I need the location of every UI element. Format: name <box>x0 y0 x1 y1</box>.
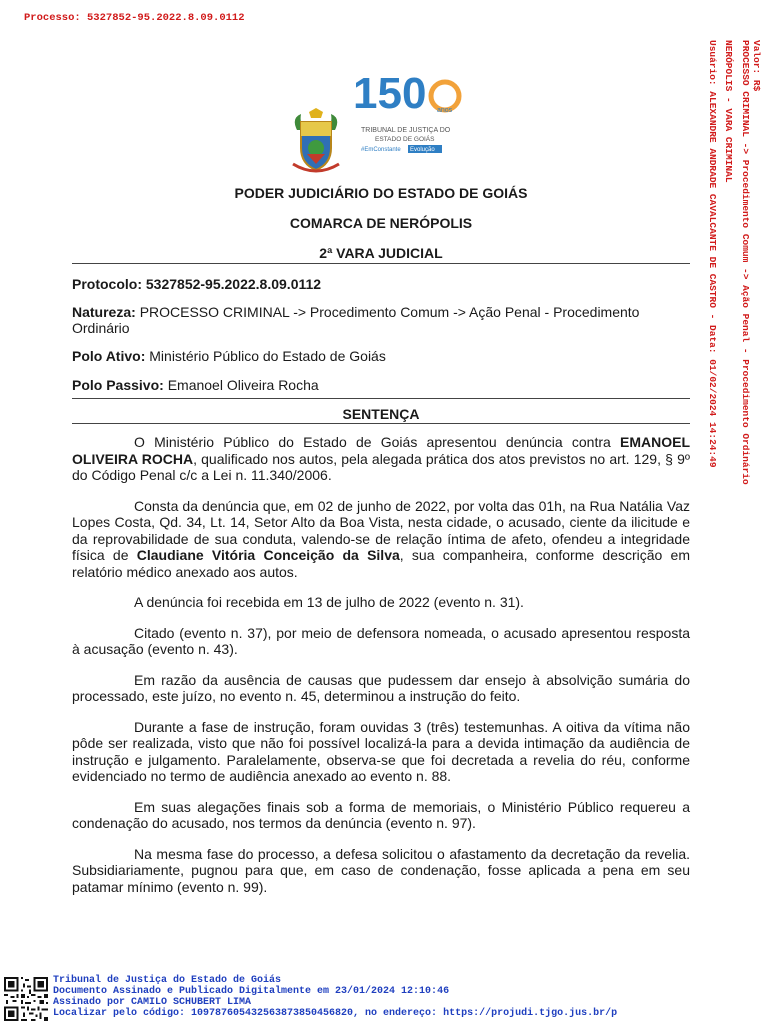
defendant-name: EMANOEL OLIVEIRA ROCHA <box>72 434 690 467</box>
logo-line2: ESTADO DE GOIÁS <box>375 136 435 143</box>
signature-footer <box>4 975 764 1021</box>
tjgo-150-logo <box>353 70 473 160</box>
polo-passivo-label: Polo Passivo: <box>72 377 164 393</box>
natureza-field <box>72 304 690 336</box>
side-stamp-user: Usuário: ALEXANDRE ANDRADE CAVALCANTE DE CASTRO - Data: 01/02/2024 14:24:49 <box>707 40 718 468</box>
side-stamp-value: Valor: R$ PROCESSO CRIMINAL -> Procedimento Comum -> Ação Penal - Procedimento Ordinário <box>740 40 762 485</box>
paragraph-7: Em suas alegações finais sob a forma de memoriais, o Ministério Público requereu a condenação do acusado, nos termos da denúncia (evento n. 97). <box>72 798 690 831</box>
natureza-label: Natureza: <box>72 304 136 320</box>
court-division-title: 2ª VARA JUDICIAL <box>319 245 443 261</box>
paragraph-6: Durante a fase de instrução, foram ouvidas 3 (três) testemunhas. A oitiva da vítima não pôde ser realizada, visto que não foi possível localizá-la para a devida intimação da audiência de instrução e julgamento. Paralelamente, observa-se que foi decretada a revelia do réu, conforme evidenciado no termo de audiência anexado ao evento n. 88. <box>72 718 690 784</box>
paragraph-5: Em razão da ausência de causas que pudessem dar ensejo à absolvição sumária do processado, este juízo, no evento n. 45, determinou a instrução do feito. <box>72 671 690 704</box>
logo-150-text: 150 <box>353 70 427 118</box>
district-title: COMARCA DE NERÓPOLIS <box>289 215 473 231</box>
footer-signer: Assinado por CAMILO SCHUBERT LIMA <box>53 997 252 1008</box>
victim-name: Claudiane Vitória Conceição da Silva <box>136 547 400 563</box>
footer-text <box>53 975 617 1019</box>
footer-signed-date: Documento Assinado e Publicado Digitalmente em 23/01/2024 12:10:46 <box>53 986 450 997</box>
protocolo-label: Protocolo: <box>72 276 142 292</box>
sentence-title: SENTENÇA <box>342 406 420 422</box>
side-stamp <box>706 40 766 520</box>
paragraph-4: Citado (evento n. 37), por meio de defensora nomeada, o acusado apresentou resposta à acusação (evento n. 43). <box>72 624 690 657</box>
polo-ativo-value: Ministério Público do Estado de Goiás <box>149 348 386 364</box>
fields-divider <box>72 398 690 399</box>
polo-ativo-field <box>72 348 690 364</box>
court-title: PODER JUDICIÁRIO DO ESTADO DE GOIÁS <box>234 185 528 201</box>
protocolo-value: 5327852-95.2022.8.09.0112 <box>145 276 322 292</box>
sentence-divider <box>72 423 690 424</box>
footer-court-name: Tribunal de Justiça do Estado de Goiás <box>53 975 282 986</box>
natureza-value: PROCESSO CRIMINAL -> Procedimento Comum -> Ação Penal - Procedimento Ordinário <box>72 304 640 336</box>
paragraph-2: Consta da denúncia que, em 02 de junho de 2022, por volta das 01h, na Rua Natália Vaz Lopes Costa, Qd. 34, Lt. 14, Setor Alto da Boa Vista, nesta cidade, o acusado, ciente da ilicitude e da reprovabilidade de sua conduta, valendo-se de relação íntima de afeto, ofendeu a integridade física de Claudiane Vitória Conceição da Silva, sua companheira, conforme descrição em relatório médico anexado aos autos. <box>72 497 691 580</box>
goias-coat-of-arms-icon <box>287 108 345 174</box>
footer-verification-code[interactable]: Localizar pelo código: 109787605432563873850456820, no endereço: https://projudi.tjgo.jus.br/p <box>53 1008 618 1019</box>
header-logos <box>285 70 475 180</box>
paragraph-1: O Ministério Público do Estado de Goiás apresentou denúncia contra EMANOEL OLIVEIRA ROCHA, qualificado nos autos, pela alegada prática dos atos previstos no art. 129, § 9º do Código Penal c/c a Lei n. 11.340/2006. <box>72 434 690 483</box>
polo-passivo-field <box>72 377 690 393</box>
sentence-body <box>72 434 690 909</box>
logo-anos-text: anos <box>437 107 453 114</box>
logo-tagline-b: Evolução <box>410 147 435 153</box>
logo-line1: TRIBUNAL DE JUSTIÇA DO <box>361 127 451 134</box>
qr-code-icon[interactable] <box>4 977 48 1021</box>
polo-passivo-value: Emanoel Oliveira Rocha <box>167 377 319 393</box>
side-stamp-court: NERÓPOLIS - VARA CRIMINAL <box>723 40 734 183</box>
polo-ativo-label: Polo Ativo: <box>72 348 146 364</box>
protocolo-field <box>72 276 690 292</box>
paragraph-3: A denúncia foi recebida em 13 de julho de 2022 (evento n. 31). <box>134 594 524 610</box>
header-divider <box>72 263 690 264</box>
logo-tagline-a: #EmConstante <box>361 147 401 153</box>
process-number-header: Processo: 5327852-95.2022.8.09.0112 <box>24 12 245 24</box>
paragraph-8: Na mesma fase do processo, a defesa solicitou o afastamento da decretação da revelia. Subsidiariamente, pugnou para que, em caso de condenação, fosse aplicada a pena em seu patamar mínimo (evento n. 99). <box>72 845 690 895</box>
